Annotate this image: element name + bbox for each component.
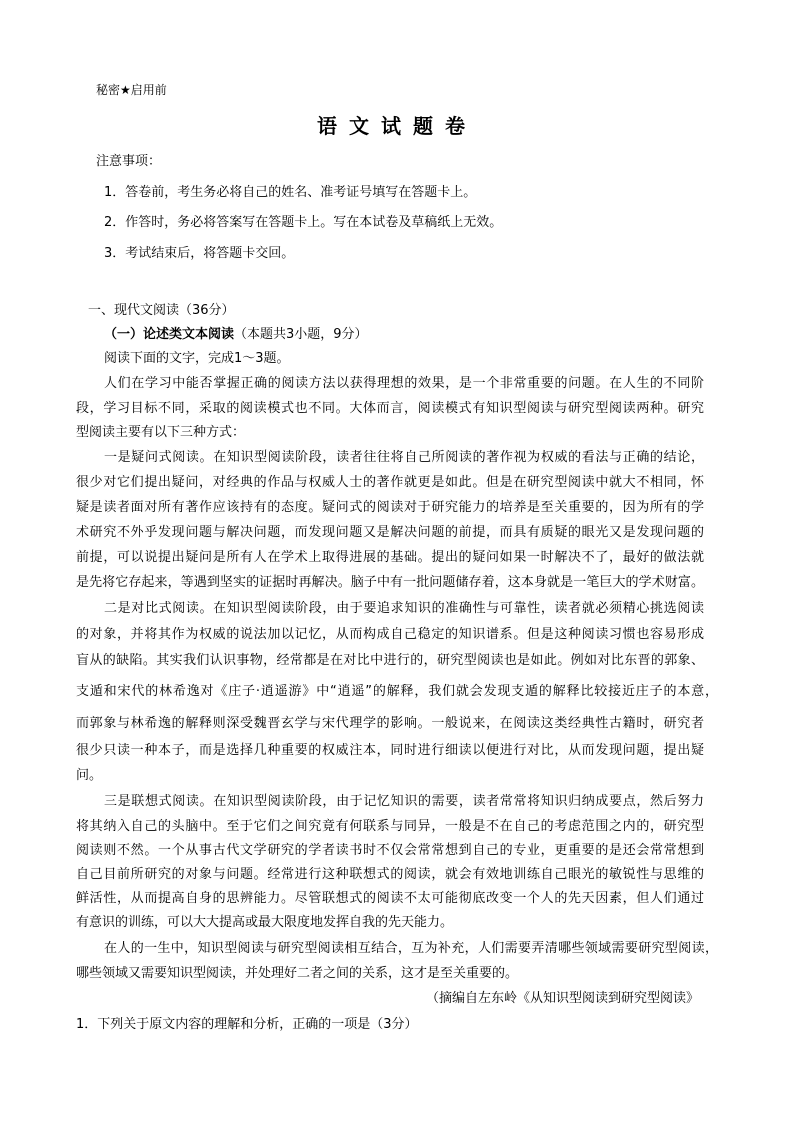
notice-item: 1．答卷前，考生务必将自己的姓名、准考证号填写在答题卡上。 bbox=[104, 185, 477, 200]
notice-item: 3．考试结束后，将答题卡交回。 bbox=[104, 246, 295, 261]
passage-line: 前提，可以说提出疑问是所有人在学术上取得进展的基础。提出的疑问如果一时解决不了，最好的做法就 bbox=[76, 550, 704, 565]
passage-line: 支遁和宋代的林希逸对《庄子·逍遥游》中“逍遥”的解释，我们就会发现支遁的解释比较接近庄子的本意， bbox=[76, 684, 718, 699]
passage-line: 鲜活性，从而提高自身的思辨能力。尽管联想式的阅读不太可能彻底改变一个人的先天因素，但人们通过 bbox=[76, 891, 704, 906]
passage-line: 阅读则不然。一个从事古代文学研究的学者读书时不仅会常常想到自己的专业，更重要的是还会常常想到 bbox=[76, 843, 704, 858]
passage-source: （摘编自左东岭《从知识型阅读到研究型阅读》 bbox=[426, 991, 700, 1006]
passage-line: 将其纳入自己的头脑中。至于它们之间究竟有何联系与同异，一般是不在自己的考虑范围之内的，研究型 bbox=[76, 819, 704, 834]
passage-line: 段，学习目标不同，采取的阅读模式也不同。大体而言，阅读模式有知识型阅读与研究型阅读两种。研究 bbox=[76, 401, 704, 416]
passage-line: 是先将它存起来，等遇到坚实的证据时再解决。脑子中有一批问题储存着，这本身就是一笔巨大的学术财富。 bbox=[76, 575, 704, 590]
notice-heading: 注意事项： bbox=[96, 154, 162, 169]
passage-line: 疑是读者面对所有著作应该持有的态度。疑问式的阅读对于研究能力的培养是至关重要的，因为所有的学 bbox=[76, 500, 704, 515]
notice-item: 2．作答时，务必将答案写在答题卡上。写在本试卷及草稿纸上无效。 bbox=[104, 215, 503, 230]
passage-line: 哪些领域又需要知识型阅读，并处理好二者之间的关系，这才是至关重要的。 bbox=[76, 966, 519, 981]
page-title: 语文试题卷 bbox=[317, 114, 477, 138]
secret-label: 秘密★启用前 bbox=[96, 83, 167, 97]
passage-line: 三是联想式阅读。在知识型阅读阶段，由于记忆知识的需要，读者常常将知识归纳成要点，然后努力 bbox=[104, 794, 704, 809]
passage-line: 自己目前所研究的对象与问题。经常进行这种联想式的阅读，就会有效地训练自己眼光的敏锐性与思维的 bbox=[76, 867, 704, 882]
passage-line: 很少对它们提出疑问，对经典的作品与权威人士的著作就更是如此。但是在研究型阅读中就大不相同，怀 bbox=[76, 475, 704, 490]
section-heading: 一、现代文阅读（36分） bbox=[88, 303, 235, 318]
passage-line: 问。 bbox=[76, 768, 103, 783]
sub-heading bbox=[104, 327, 368, 343]
passage-line: 盲从的缺陷。其实我们认识事物，经常都是在对比中进行的，研究型阅读也是如此。例如对比东晋的郭象、 bbox=[76, 653, 704, 668]
passage-line: 在人的一生中，知识型阅读与研究型阅读相互结合，互为补充，人们需要弄清哪些领域需要研究型阅读， bbox=[104, 941, 718, 956]
sub-heading-score: （本题共3小题，9分） bbox=[234, 327, 368, 342]
passage-line: 人们在学习中能否掌握正确的阅读方法以获得理想的效果，是一个非常重要的问题。在人生的不同阶 bbox=[104, 376, 704, 391]
passage-line: 一是疑问式阅读。在知识型阅读阶段，读者往往将自己所阅读的著作视为权威的看法与正确的结论， bbox=[104, 450, 704, 465]
sub-heading-title: （一）论述类文本阅读 bbox=[104, 327, 235, 342]
instruction: 阅读下面的文字，完成1～3题。 bbox=[104, 351, 290, 366]
passage-line: 很少只读一种本子，而是选择几种重要的权威注本，同时进行细读以便进行对比，从而发现问题，提出疑 bbox=[76, 743, 704, 758]
passage-line: 型阅读主要有以下三种方式： bbox=[76, 425, 246, 440]
passage-line: 二是对比式阅读。在知识型阅读阶段，由于要追求知识的准确性与可靠性，读者就必须精心挑选阅读 bbox=[104, 601, 704, 616]
passage-line: 的对象，并将其作为权威的说法加以记忆，从而构成自己稳定的知识谱系。但是这种阅读习惯也容易形成 bbox=[76, 627, 704, 642]
passage-line: 术研究不外乎发现问题与解决问题，而发现问题又是解决问题的前提，而具有质疑的眼光又是发现问题的 bbox=[76, 525, 704, 540]
question-1: 1．下列关于原文内容的理解和分析，正确的一项是（3分） bbox=[76, 1017, 418, 1032]
passage-line: 有意识的训练，可以大大提高或最大限度地发挥自我的先天能力。 bbox=[76, 915, 454, 930]
passage-line: 而郭象与林希逸的解释则深受魏晋玄学与宋代理学的影响。一般说来，在阅读这类经典性古籍时，研究者 bbox=[76, 716, 704, 731]
